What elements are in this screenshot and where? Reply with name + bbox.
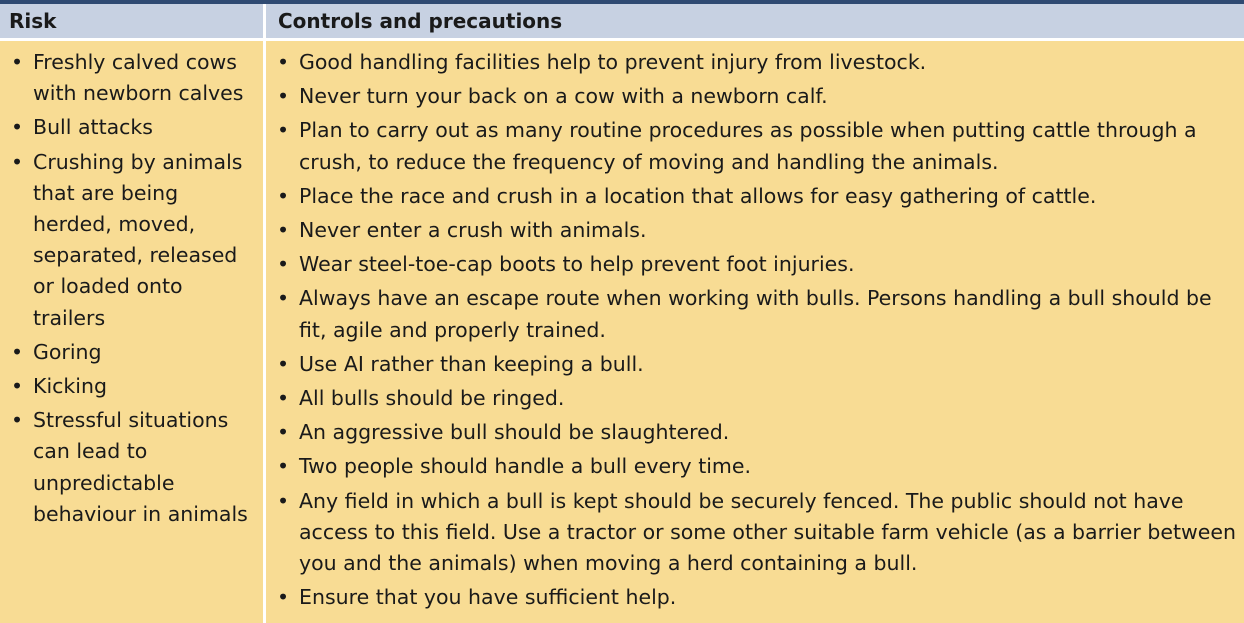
bullet-icon: • — [276, 420, 290, 445]
bullet-icon: • — [10, 374, 24, 399]
risk-item — [0, 147, 263, 334]
controls-column — [266, 41, 1244, 623]
bullet-icon: • — [276, 183, 290, 208]
control-item-text: Plan to carry out as many routine procedures as possible when putting cattle through a crush, to reduce the frequency of moving and handling the animals. — [299, 118, 1197, 174]
risk-column — [0, 41, 266, 623]
bullet-icon: • — [276, 488, 290, 513]
risk-item-text: Bull attacks — [33, 115, 153, 140]
control-item — [266, 417, 1244, 448]
header-controls: Controls and precautions — [278, 9, 563, 33]
control-item-text: Wear steel-toe-cap boots to help prevent foot injuries. — [299, 252, 855, 277]
control-item-text: Two people should handle a bull every time. — [299, 454, 752, 479]
risk-item-text: Stressful situations can lead to unpredictable behaviour in animals — [33, 408, 248, 526]
risk-item-text: Crushing by animals that are being herded, moved, separated, released or loaded onto trailers — [33, 149, 243, 330]
bullet-icon: • — [276, 386, 290, 411]
bullet-icon: • — [276, 118, 290, 143]
bullet-icon: • — [276, 286, 290, 311]
control-item-text: Any field in which a bull is kept should be securely fenced. The public should not have access to this field. Use a tractor or some other suitable farm vehicle (as a barrier between you and the animals) when moving a herd containing a bull. — [299, 488, 1237, 576]
risk-item — [0, 405, 263, 530]
bullet-icon: • — [276, 585, 290, 610]
control-item — [266, 349, 1244, 380]
risk-list — [0, 47, 263, 530]
table-body-row — [0, 38, 1244, 623]
control-item — [266, 283, 1244, 345]
control-item-text: All bulls should be ringed. — [299, 386, 565, 411]
bullet-icon: • — [10, 408, 24, 433]
table-header-row — [0, 4, 1244, 38]
bullet-icon: • — [276, 50, 290, 74]
bullet-icon: • — [276, 351, 290, 376]
control-item-text: Use AI rather than keeping a bull. — [299, 351, 644, 376]
control-item — [266, 215, 1244, 246]
control-item — [266, 81, 1244, 112]
control-item — [266, 451, 1244, 482]
bullet-icon: • — [10, 149, 24, 174]
control-item — [266, 47, 1244, 78]
control-item-text: Never enter a crush with animals. — [299, 218, 647, 243]
control-item-text: Ensure that you have sufficient help. — [299, 585, 677, 610]
control-item-text: Place the race and crush in a location that allows for easy gathering of cattle. — [299, 183, 1097, 208]
control-item — [266, 249, 1244, 280]
risk-item-text: Goring — [33, 339, 102, 364]
risk-item-text: Freshly calved cows with newborn calves — [33, 50, 244, 106]
bullet-icon: • — [10, 115, 24, 140]
bullet-icon: • — [276, 218, 290, 243]
header-risk: Risk — [0, 4, 266, 38]
risk-item — [0, 337, 263, 368]
bullet-icon: • — [10, 339, 24, 364]
risk-item — [0, 47, 263, 109]
risk-item — [0, 371, 263, 402]
risk-item-text: Kicking — [33, 374, 107, 399]
control-item — [266, 383, 1244, 414]
bullet-icon: • — [276, 84, 290, 109]
risk-item — [0, 112, 263, 143]
control-item-text: Always have an escape route when working with bulls. Persons handling a bull should be fit, agile and properly trained. — [299, 286, 1212, 342]
bullet-icon: • — [276, 454, 290, 479]
control-item-text: An aggressive bull should be slaughtered. — [299, 420, 730, 445]
bullet-icon: • — [276, 252, 290, 277]
control-item-text: Good handling facilities help to prevent injury from livestock. — [299, 50, 927, 74]
controls-list — [266, 47, 1244, 613]
bullet-icon: • — [10, 50, 24, 74]
control-item-text: Never turn your back on a cow with a newborn calf. — [299, 84, 828, 109]
control-item — [266, 115, 1244, 177]
control-item — [266, 486, 1244, 580]
control-item — [266, 582, 1244, 613]
control-item — [266, 181, 1244, 212]
